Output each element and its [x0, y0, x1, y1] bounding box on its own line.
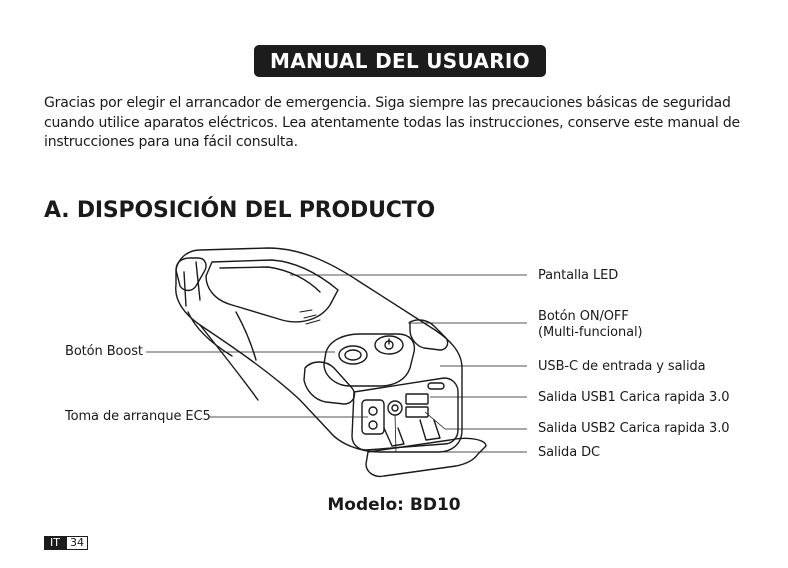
dc-port-shape [388, 401, 402, 415]
page-footer [44, 536, 88, 550]
label-usb2-port: Salida USB2 Carica rapida 3.0 [538, 421, 730, 436]
boost-button-shape [339, 346, 367, 364]
page-number: 34 [66, 536, 88, 550]
bumper-bottom-left [304, 362, 354, 404]
section-heading: A. DISPOSICIÓN DEL PRODUCTO [44, 198, 436, 223]
label-usbc-port: USB-C de entrada y salida [538, 359, 706, 374]
label-led-display: Pantalla LED [538, 268, 619, 283]
usb2-port-shape [406, 407, 428, 417]
label-dc-output: Salida DC [538, 445, 600, 460]
label-power-button: Botón ON/OFF (Multi-funcional) [538, 309, 643, 340]
usb1-port-shape [406, 394, 428, 404]
usbc-port-shape [428, 383, 444, 389]
port-cover-flap [366, 438, 486, 476]
intro-paragraph: Gracias por elegir el arrancador de emergencia. Siga siempre las precauciones básicas de seguridad cuando utilice aparatos eléctricos. Lea atentamente todas las instrucciones, conserve este manual de instrucciones para una fácil consulta. [44, 95, 740, 150]
label-usb1-port: Salida USB1 Carica rapida 3.0 [538, 390, 730, 405]
device-body-outline [176, 248, 462, 452]
label-boost-button: Botón Boost [65, 344, 143, 359]
language-tag: IT [44, 536, 66, 550]
label-ec5-socket: Toma de arranque EC5 [65, 409, 211, 424]
manual-title: MANUAL DEL USUARIO [254, 45, 546, 77]
model-name: Modelo: BD10 [327, 495, 461, 515]
bumper-top-left [176, 258, 206, 291]
